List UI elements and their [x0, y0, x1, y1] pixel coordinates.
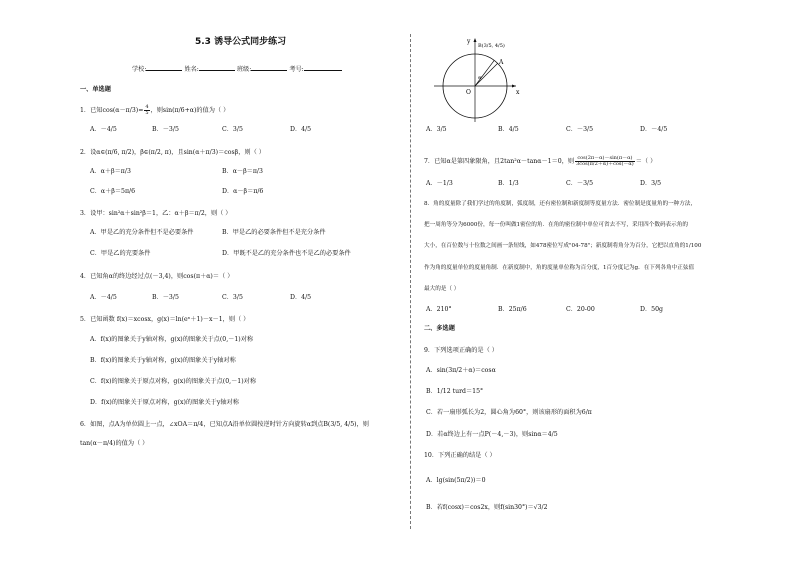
question-8-line-3: 大小，在百位数与十位数之间画一条短线，如478密位写成"04-78"；新度制将角分为百分，它把以直角的1/100	[424, 243, 702, 249]
q5-option-c[interactable]: C．f(x)的图象关于原点对称，g(x)的图象关于点(0,－1)对称	[90, 378, 257, 385]
q6-option-c[interactable]: C．－3/5	[566, 126, 594, 133]
q9-option-c[interactable]: C．若一扇形弧长为2，圆心角为60°，则该扇形的面积为6/π	[426, 409, 592, 416]
q9-option-a[interactable]: A．sin(3π/2＋α)＝cosα	[426, 367, 496, 374]
page-title: 5.3 诱导公式同步练习	[195, 37, 287, 47]
class-blank[interactable]	[251, 64, 287, 71]
question-3: 3．设甲：sin²α＋sin²β＝1，乙：α＋β＝π/2，则（ ）	[80, 210, 232, 217]
q8-option-b[interactable]: B．25π/6	[498, 306, 527, 313]
q3-option-a[interactable]: A．甲是乙的充分条件但不是必要条件	[90, 229, 194, 236]
q6-option-a[interactable]: A．3/5	[426, 126, 447, 133]
q1-option-d[interactable]: D．4/5	[290, 126, 312, 133]
q1-option-b[interactable]: B．－3/5	[152, 126, 179, 133]
q4-option-d[interactable]: D．4/5	[290, 294, 312, 301]
exam-no-label: 考号:	[289, 66, 304, 73]
section-single-choice: 一、单选题	[80, 86, 111, 93]
q7-option-b[interactable]: B．1/3	[498, 180, 519, 187]
question-6-line-1: 6．如图，点A为单位圆上一点，∠xOA＝π/4，已知点A沿单位圆按逆时针方向旋转α到点B(3/5, 4/5)，则	[80, 421, 369, 428]
question-9: 9．下列选项正确的是（ ）	[424, 347, 498, 354]
right-column	[424, 0, 724, 562]
q7-option-c[interactable]: C．－3/5	[566, 180, 594, 187]
name-blank[interactable]	[199, 64, 235, 71]
q4-option-a[interactable]: A．－4/5	[90, 294, 117, 301]
q8-option-a[interactable]: A．210°	[426, 306, 452, 313]
question-8-line-1: 8．角的度量除了我们学过的角度制，弧度制，还有密位制和新度制等度量方法．密位制是度量角的一种方法，	[424, 201, 697, 207]
exam-no-blank[interactable]	[304, 64, 342, 71]
q1-option-a[interactable]: A．－4/5	[90, 126, 117, 133]
ray-ob	[475, 60, 494, 86]
y-axis-arrow-icon	[474, 38, 477, 42]
q9-option-d[interactable]: D．若α终边上有一点P(－4,－3)，则sinα＝4/5	[426, 431, 558, 438]
q7-option-a[interactable]: A．－1/3	[426, 180, 453, 187]
school-blank[interactable]	[146, 64, 182, 71]
q8-option-d[interactable]: D．50g	[640, 306, 663, 313]
q2-option-a[interactable]: A．α＋β＝π/3	[90, 168, 131, 175]
ray-oa	[475, 63, 498, 86]
section-multi-choice: 二、多选题	[424, 325, 455, 332]
q3-option-c[interactable]: C．甲是乙的充要条件	[90, 250, 151, 257]
question-4: 4．已知角α的终边经过点(－3,4)，则cos(π＋α)＝（ ）	[80, 273, 234, 280]
q1-option-c[interactable]: C．3/5	[222, 126, 243, 133]
question-8-line-5: 最大的是（ ）	[424, 286, 460, 292]
student-info-line	[132, 64, 342, 74]
q5-option-d[interactable]: D．f(x)的图象关于原点对称，g(x)的图象关于y轴对称	[90, 399, 239, 406]
q6-option-d[interactable]: D．－4/5	[640, 126, 668, 133]
school-label: 学校:	[132, 66, 147, 73]
q2-option-d[interactable]: D．α－β＝π/6	[222, 188, 264, 195]
point-a-label: A	[499, 59, 504, 66]
q5-option-b[interactable]: B．f(x)的图象关于y轴对称，g(x)的图象关于y轴对称	[90, 357, 236, 364]
x-axis-label: x	[516, 89, 520, 96]
q10-option-a[interactable]: A．lg(sin(5π/2))＝0	[426, 477, 486, 484]
x-axis-arrow-icon	[512, 85, 516, 88]
q3-option-d[interactable]: D．甲既不是乙的充分条件也不是乙的必要条件	[222, 250, 351, 257]
y-axis-label: y	[467, 38, 471, 45]
question-10: 10．下列正确的结是（ ）	[424, 452, 496, 459]
question-2: 2．设α∈(π/6, π/2)，β∈(π/2, π)，且sin(α＋π/3)＝cosβ，则（ ）	[80, 149, 265, 156]
q2-option-c[interactable]: C．α＋β＝5π/6	[90, 188, 136, 195]
origin-label: O	[466, 89, 471, 96]
point-b-label: B(3/5, 4/5)	[478, 43, 505, 49]
q4-option-c[interactable]: C．3/5	[222, 294, 243, 301]
class-label: 班级:	[236, 66, 252, 73]
unit-circle-figure	[430, 34, 520, 124]
q9-option-b[interactable]: B．1/12 turd＝15°	[426, 388, 484, 395]
q6-option-b[interactable]: B．4/5	[498, 126, 519, 133]
question-5: 5．已知函数 f(x)＝xcosx，g(x)＝ln(eˣ＋1)－x－1，则（ ）	[80, 316, 250, 323]
left-column	[80, 0, 398, 562]
q4-option-b[interactable]: B．－3/5	[152, 294, 179, 301]
name-label: 姓名:	[184, 66, 199, 73]
q5-option-a[interactable]: A．f(x)的图象关于y轴对称，g(x)的图象关于点(0,－1)对称	[90, 336, 254, 343]
question-1: 1．已知cos(α－π/3)= $\frac{4}{5}$ ，则sin(π/6+α)的值为（ ）	[80, 104, 230, 116]
angle-alpha-label: α	[478, 76, 482, 81]
column-divider	[410, 34, 411, 529]
q2-option-b[interactable]: B．α－β＝π/3	[222, 168, 263, 175]
q7-option-d[interactable]: D．3/5	[640, 180, 662, 187]
q10-option-b[interactable]: B．若f(cosx)＝cos2x，则f(sin30°)＝√3/2	[426, 504, 548, 511]
question-8-line-4: 作为角的度量单位的度量角制．在新度制中，角的度量单位称为百分度，1百分度记为g．在下列各角中正弦值	[424, 265, 695, 271]
question-6-line-2: tan(α－π/4)的值为（ ）	[80, 440, 149, 447]
q8-option-c[interactable]: C．20-00	[566, 306, 595, 313]
question-8-line-2: 把一周角等分为6000份，每一份叫做1密位的角．在角的密位制中单位可省去不写，采用四个数码表示角的	[424, 222, 688, 228]
q3-option-b[interactable]: B．甲是乙的必要条件但不是充分条件	[222, 229, 326, 236]
question-7: 7．已知α是第四象限角，且2tan²α－tanα－1＝0，则 $\frac{\cos(2\pi-\alpha)-\sin(\pi-\alpha)}{3\cos(\pi/2+\alpha)+\cos(-\alpha)}$ ＝（ ）	[424, 155, 657, 167]
